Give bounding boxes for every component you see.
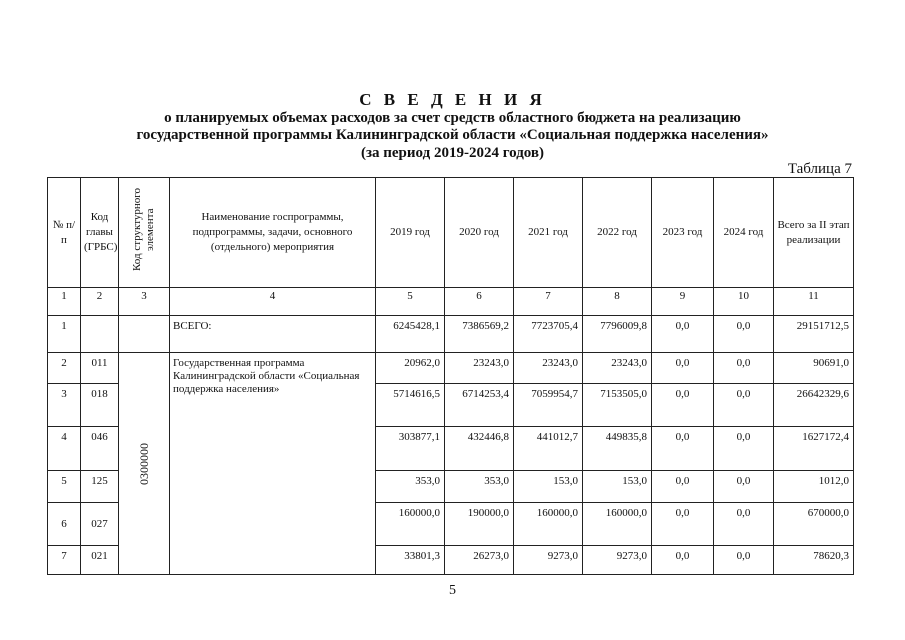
value-total: 26642329,6 (774, 384, 854, 427)
value-2022: 160000,0 (583, 503, 652, 546)
total-2024: 0,0 (714, 316, 774, 353)
col-header-2022: 2022 год (583, 178, 652, 288)
col-number: 1 (48, 288, 81, 316)
col-header-2023: 2023 год (652, 178, 714, 288)
value-2021: 153,0 (514, 471, 583, 503)
total-2020: 7386569,2 (445, 316, 514, 353)
row-no: 7 (48, 546, 81, 575)
value-2020: 23243,0 (445, 353, 514, 384)
col-header-2021: 2021 год (514, 178, 583, 288)
document-period: (за период 2019-2024 годов) (360, 145, 545, 161)
value-2023: 0,0 (652, 503, 714, 546)
col-number: 4 (170, 288, 376, 316)
column-number-row (48, 288, 854, 316)
value-2022: 7153505,0 (583, 384, 652, 427)
row-struct-code (119, 316, 170, 353)
value-2024: 0,0 (714, 503, 774, 546)
row-grbs: 027 (81, 503, 119, 546)
value-2022: 153,0 (583, 471, 652, 503)
struct-code-cell (119, 353, 170, 575)
col-header-struct-code (119, 178, 170, 288)
value-2021: 441012,7 (514, 427, 583, 471)
col-header-grbs: Код главы (ГРБС) (81, 178, 119, 288)
value-total: 1012,0 (774, 471, 854, 503)
row-no: 5 (48, 471, 81, 503)
value-2023: 0,0 (652, 384, 714, 427)
value-total: 670000,0 (774, 503, 854, 546)
value-total: 78620,3 (774, 546, 854, 575)
col-number: 10 (714, 288, 774, 316)
document-subtitle-line1: о планируемых объемах расходов за счет средств областного бюджета на реализацию (164, 110, 741, 126)
value-2019: 5714616,5 (376, 384, 445, 427)
expenses-table (47, 177, 854, 575)
row-grbs: 046 (81, 427, 119, 471)
value-2021: 9273,0 (514, 546, 583, 575)
value-2020: 353,0 (445, 471, 514, 503)
value-2023: 0,0 (652, 471, 714, 503)
row-no: 3 (48, 384, 81, 427)
col-header-struct-code-text: Код структурного элемента (131, 188, 156, 272)
row-grbs: 021 (81, 546, 119, 575)
value-2024: 0,0 (714, 353, 774, 384)
col-header-total: Всего за II этап реализации (774, 178, 854, 288)
total-row (48, 316, 854, 353)
value-total: 1627172,4 (774, 427, 854, 471)
row-no: 4 (48, 427, 81, 471)
document-subtitle-line2: государственной программы Калининградской области «Социальная поддержка населения» (136, 127, 769, 143)
col-header-2019: 2019 год (376, 178, 445, 288)
table-label: Таблица 7 (787, 161, 852, 177)
value-2023: 0,0 (652, 427, 714, 471)
col-number: 8 (583, 288, 652, 316)
page-number: 5 (449, 583, 456, 598)
struct-code: 0300000 (136, 443, 151, 485)
col-number: 11 (774, 288, 854, 316)
value-2019: 353,0 (376, 471, 445, 503)
col-number: 9 (652, 288, 714, 316)
total-2019: 6245428,1 (376, 316, 445, 353)
value-2023: 0,0 (652, 353, 714, 384)
value-2019: 303877,1 (376, 427, 445, 471)
total-2023: 0,0 (652, 316, 714, 353)
value-2019: 20962,0 (376, 353, 445, 384)
value-2020: 6714253,4 (445, 384, 514, 427)
value-2022: 23243,0 (583, 353, 652, 384)
value-2024: 0,0 (714, 471, 774, 503)
value-2021: 23243,0 (514, 353, 583, 384)
row-grbs (81, 316, 119, 353)
value-2024: 0,0 (714, 546, 774, 575)
col-number: 7 (514, 288, 583, 316)
col-header-no: № п/п (48, 178, 81, 288)
value-2024: 0,0 (714, 427, 774, 471)
value-2023: 0,0 (652, 546, 714, 575)
value-2021: 160000,0 (514, 503, 583, 546)
value-2021: 7059954,7 (514, 384, 583, 427)
value-2022: 9273,0 (583, 546, 652, 575)
value-2020: 26273,0 (445, 546, 514, 575)
col-header-2024: 2024 год (714, 178, 774, 288)
col-number: 5 (376, 288, 445, 316)
row-grbs: 125 (81, 471, 119, 503)
value-2020: 190000,0 (445, 503, 514, 546)
table-header-row (48, 178, 854, 288)
value-2019: 33801,3 (376, 546, 445, 575)
col-header-2020: 2020 год (445, 178, 514, 288)
value-total: 90691,0 (774, 353, 854, 384)
row-grbs: 018 (81, 384, 119, 427)
col-number: 2 (81, 288, 119, 316)
col-number: 3 (119, 288, 170, 316)
col-number: 6 (445, 288, 514, 316)
total-label: ВСЕГО: (170, 316, 376, 353)
total-2021: 7723705,4 (514, 316, 583, 353)
row-no: 1 (48, 316, 81, 353)
value-2020: 432446,8 (445, 427, 514, 471)
table-row (48, 353, 854, 384)
row-no: 6 (48, 503, 81, 546)
row-grbs: 011 (81, 353, 119, 384)
document-title: С В Е Д Е Н И Я (359, 90, 546, 109)
total-sum: 29151712,5 (774, 316, 854, 353)
program-name-cell (170, 353, 376, 575)
value-2024: 0,0 (714, 384, 774, 427)
value-2022: 449835,8 (583, 427, 652, 471)
program-name: Государственная программа Калининградской области «Социальная поддержка населения» (173, 357, 360, 395)
value-2019: 160000,0 (376, 503, 445, 546)
row-no: 2 (48, 353, 81, 384)
total-2022: 7796009,8 (583, 316, 652, 353)
col-header-name: Наименование госпрограммы, подпрограммы, задачи, основного (отдельного) мероприятия (170, 178, 376, 288)
